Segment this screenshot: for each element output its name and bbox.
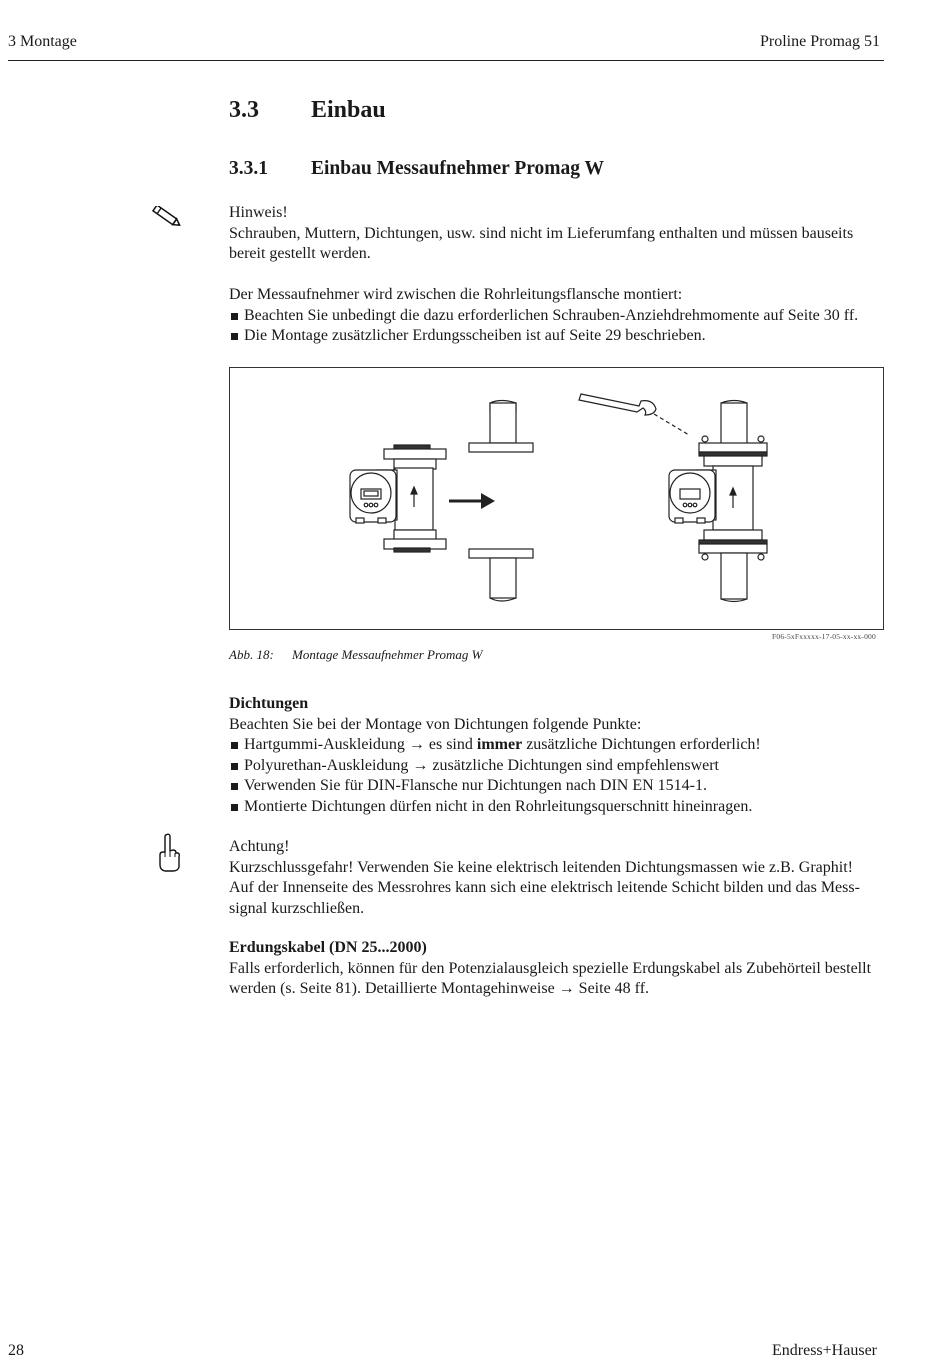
seals-bullet [229, 735, 899, 756]
seals-bullet: Verwenden Sie für DIN-Flansche nur Dichtungen nach DIN EN 1514-1. [229, 776, 899, 797]
figure-caption-label: Abb. 18: [229, 647, 274, 662]
hint-text-line2: bereit gestellt werden. [229, 245, 371, 262]
caution-label: Achtung! [229, 838, 290, 855]
subsection-number: 3.3.1 [229, 158, 268, 179]
section-title: Einbau [311, 97, 386, 123]
grounding-line: werden (s. Seite 81). Detaillierte Montagehinweise → Seite 48 ff. [229, 980, 650, 997]
intro-bullet: Die Montage zusätzlicher Erdungsscheiben ist auf Seite 29 beschrieben. [229, 326, 899, 347]
seals-bullet: Polyurethan-Auskleidung → zusätzliche Dichtungen sind empfehlenswert [229, 756, 899, 777]
intro-bullet: Beachten Sie unbedingt die dazu erforderlichen Schrauben-Anziehdrehmomente auf Seite 30 ff. [229, 306, 899, 327]
grounding-line: Falls erforderlich, können für den Potenzialausgleich spezielle Erdungskabel als Zubehörteil bestellt [229, 959, 872, 977]
caution-line: signal kurzschließen. [229, 899, 365, 917]
caution-line: Kurzschlussgefahr! Verwenden Sie keine elektrisch leitenden Dichtungsmassen wie z.B. Graphit! [229, 858, 853, 876]
seals-heading: Dichtungen [229, 695, 309, 712]
footer-brand: Endress+Hauser [772, 1342, 877, 1359]
pencil-icon [150, 206, 184, 228]
subsection-title: Einbau Messaufnehmer Promag W [311, 158, 605, 179]
figure-caption-text: Montage Messaufnehmer Promag W [292, 647, 483, 662]
grounding-heading: Erdungskabel (DN 25...2000) [229, 939, 427, 956]
header-chapter: 3 Montage [8, 33, 77, 50]
seals-bullet-text: Hartgummi-Auskleidung → es sind [244, 736, 477, 753]
header-product: Proline Promag 51 [760, 33, 880, 50]
hint-text-line1: Schrauben, Muttern, Dichtungen, usw. sind nicht im Lieferumfang enthalten und müssen bauseits [229, 224, 854, 242]
intro-text: Der Messaufnehmer wird zwischen die Rohrleitungsflansche montiert: [229, 286, 683, 303]
section-number: 3.3 [229, 97, 259, 123]
seals-bullet-emphasis: immer [476, 736, 523, 753]
seals-block [229, 694, 899, 817]
grounding-block [229, 938, 899, 1000]
figure-montage-illustration [229, 367, 885, 631]
pointing-hand-icon [157, 833, 181, 873]
hint-label: Hinweis! [229, 204, 288, 221]
header-rule [8, 60, 884, 61]
seals-bullet-text: zusätzliche Dichtungen erforderlich! [522, 736, 761, 753]
hint-block [229, 203, 889, 265]
page-number: 28 [8, 1342, 24, 1359]
figure-code: F06-5xFxxxxx-17-05-xx-xx-000 [772, 632, 876, 641]
caution-block [229, 837, 899, 919]
caution-line: Auf der Innenseite des Messrohres kann sich eine elektrisch leitende Schicht bilden und das Mess- [229, 879, 860, 896]
intro-block [229, 285, 899, 347]
seals-bullet: Montierte Dichtungen dürfen nicht in den Rohrleitungsquerschnitt hineinragen. [229, 797, 899, 818]
seals-intro: Beachten Sie bei der Montage von Dichtungen folgende Punkte: [229, 715, 642, 733]
